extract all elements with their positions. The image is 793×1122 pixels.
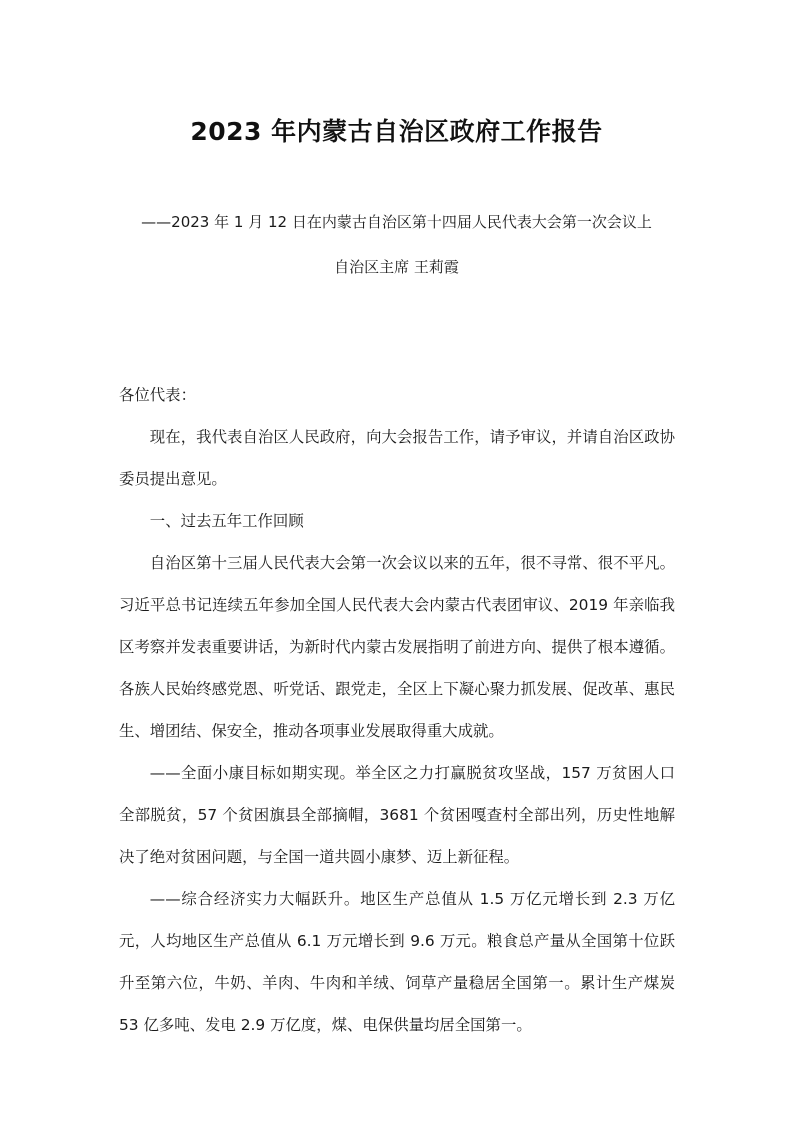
salutation: 各位代表： <box>119 386 196 404</box>
paragraph: 自治区第十三届人民代表大会第一次会议以来的五年，很不寻常、很不平凡。习近平总书记连续五年参加全国人民代表大会内蒙古代表团审议、2019 年亲临我区考察并发表重要讲话，为新时代内蒙古发展指明了前进方向、提供了根本遵循。各族人民始终感党恩、听党话、跟党走，全区上下凝心聚力抓发展、促改革、惠民生、增团结、保安全，推动各项事业发展取得重大成就。 <box>119 554 675 740</box>
document-body <box>119 374 675 1046</box>
document-author: 自治区主席 王莉霞 <box>334 258 459 276</box>
paragraph: ——全面小康目标如期实现。举全区之力打赢脱贫攻坚战，157 万贫困人口全部脱贫，57 个贫困旗县全部摘帽，3681 个贫困嘎查村全部出列，历史性地解决了绝对贫困问题，与全国一道共圆小康梦、迈上新征程。 <box>119 764 675 866</box>
paragraph: 现在，我代表自治区人民政府，向大会报告工作，请予审议，并请自治区政协委员提出意见。 <box>119 428 675 488</box>
document-subtitle: ——2023 年 1 月 12 日在内蒙古自治区第十四届人民代表大会第一次会议上 <box>141 213 652 231</box>
section-heading: 一、过去五年工作回顾 <box>149 512 304 530</box>
document-title: 2023 年内蒙古自治区政府工作报告 <box>190 117 603 146</box>
paragraph: ——综合经济实力大幅跃升。地区生产总值从 1.5 万亿元增长到 2.3 万亿元，人均地区生产总值从 6.1 万元增长到 9.6 万元。粮食总产量从全国第十位跃升至第六位，牛奶、羊肉、牛肉和羊绒、饲草产量稳居全国第一。累计生产煤炭 53 亿多吨、发电 2.9 万亿度，煤、电保供量均居全国第一。 <box>119 890 675 1034</box>
